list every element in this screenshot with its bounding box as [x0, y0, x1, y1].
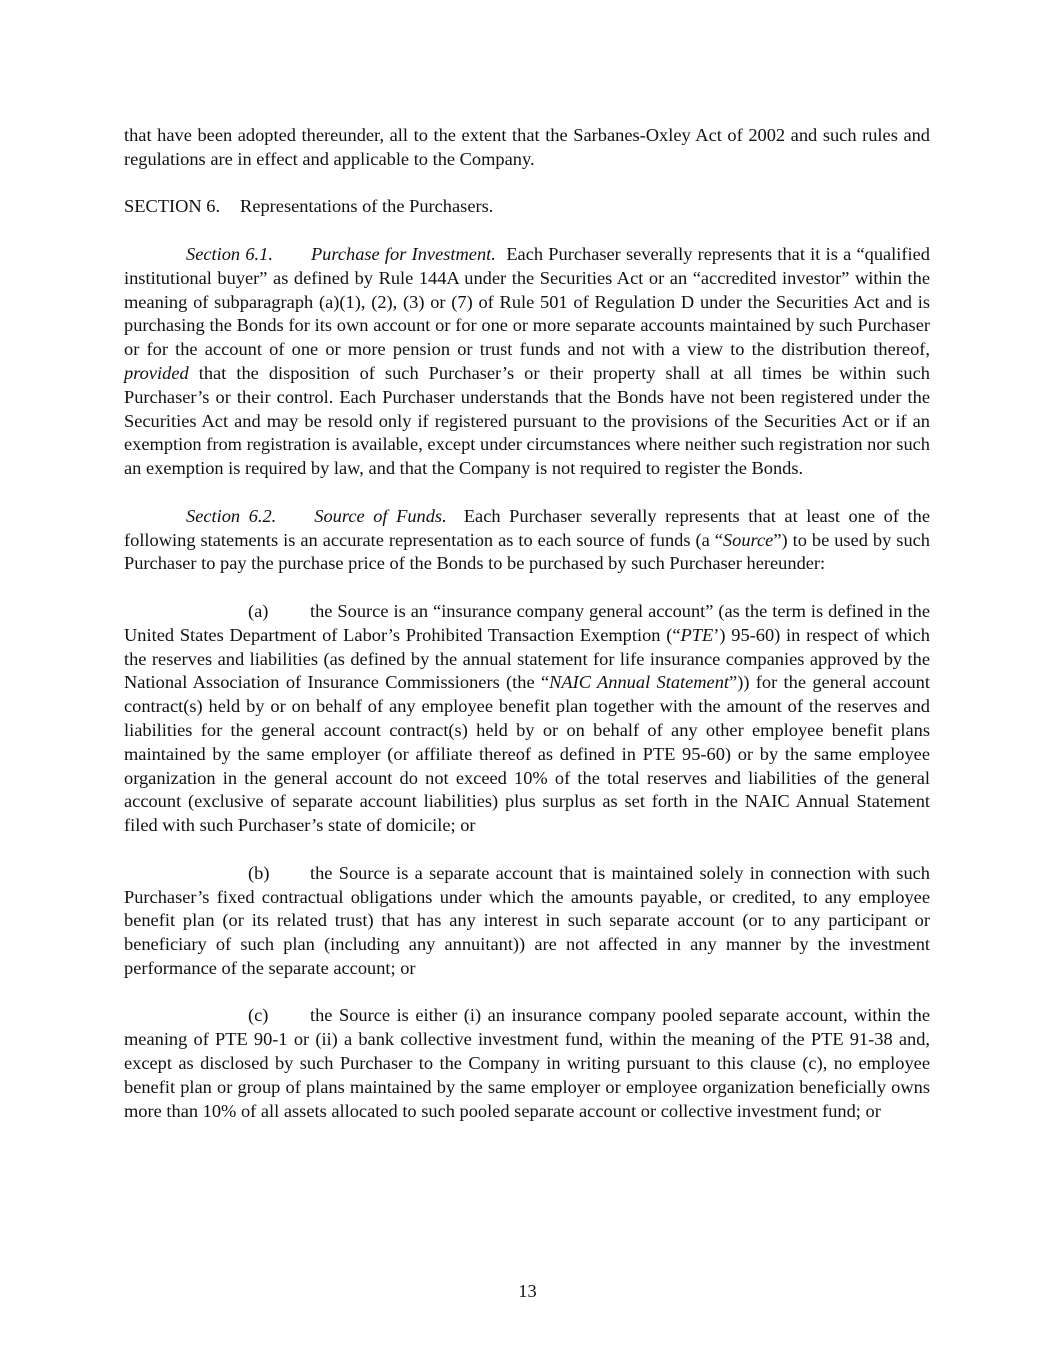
section-6-1-number: Section 6.1. [186, 243, 273, 264]
clause-a-text-part2: ’) 95-60) in respect of which the reserves and liabilities (as defined by the annual statement for life insurance companies approved by the National Association of Insurance Commissioners (the “ [124, 624, 930, 693]
document-page [124, 124, 930, 1123]
clause-b-label: (b) [248, 862, 270, 883]
clause-b-text: the Source is a separate account that is maintained solely in connection with such Purchaser’s fixed contractual obligations under which the amounts payable, or credited, to any employee benefit plan (or its related trust) that has any interest in such separate account (or to any participant or beneficiary of such plan (including any annuitant)) are not affected in any manner by the investment performance of the separate account; or [124, 862, 930, 978]
section-6-2-text-part2: ”) to be used by such Purchaser to pay the purchase price of the Bonds to be purchased by such Purchaser hereunder: [124, 529, 930, 574]
clause-a-text-part3: ”)) for the general account contract(s) held by or on behalf of any employee benefit plan together with the amount of the reserves and liabilities for the general account contract(s) held by or on behalf of any other employee benefit plans maintained by the same employer (or affiliate thereof as defined in PTE 95-60) or by the same employee organization in the general account do not exceed 10% of the total reserves and liabilities of the general account (exclusive of separate account liabilities) plus surplus as set forth in the NAIC Annual Statement filed with such Purchaser’s state of domicile; or [124, 672, 930, 836]
section-heading [124, 195, 930, 219]
clause-c-label: (c) [248, 1005, 269, 1026]
clause-c-paragraph [124, 1004, 930, 1123]
clause-a-label: (a) [248, 600, 269, 621]
page-number: 13 [518, 1281, 537, 1301]
clause-a-italic-term-2: NAIC Annual Statement [549, 672, 730, 693]
section-6-2-title: Source of Funds. [314, 505, 447, 526]
section-6-1-title: Purchase for Investment. [310, 243, 496, 264]
section-6-2-number: Section 6.2. [186, 505, 277, 526]
section-6-2-paragraph [124, 505, 930, 576]
clause-a-text-part1: the Source is an “insurance company general account” (as the term is defined in the United States Department of Labor’s Prohibited Transaction Exemption (“ [124, 600, 930, 645]
section-6-1-text-part1: Each Purchaser severally represents that it is a “qualified institutional buyer” as defined by Rule 144A under the Securities Act or an “accredited investor” within the meaning of subparagraph (a)(1), (2), (3) or (7) of Rule 501 of Regulation D under the Securities Act and is purchasing the Bonds for its own account or for one or more separate accounts maintained by such Purchaser or for the account of one or more pension or trust funds and not with a view to the distribution thereof, [124, 243, 930, 360]
intro-paragraph: that have been adopted thereunder, all to the extent that the Sarbanes-Oxley Act of 2002 and such rules and regulations are in effect and applicable to the Company. [124, 125, 930, 169]
clause-c-text: the Source is either (i) an insurance company pooled separate account, within the meaning of PTE 90-1 or (ii) a bank collective investment fund, within the meaning of the PTE 91-38 and, except as disclosed by such Purchaser to the Company in writing pursuant to this clause (c), no employee benefit plan or group of plans maintained by the same employer or employee organization beneficially owns more than 10% of all assets allocated to such pooled separate account or collective investment fund; or [124, 1005, 930, 1121]
section-heading-title: Representations of the Purchasers. [240, 196, 494, 217]
clause-a-italic-term-1: PTE [680, 624, 714, 645]
section-heading-number: SECTION 6. [124, 196, 221, 217]
section-6-2-text-part1: Each Purchaser severally represents that at least one of the following statements is an accurate representation as to each source of funds (a “ [124, 505, 930, 550]
clause-a-paragraph [124, 600, 930, 838]
section-6-1-text-part2: that the disposition of such Purchaser’s or their property shall at all times be within such Purchaser’s or their control. Each Purchaser understands that the Bonds have not been registered under the Securities Act and may be resold only if registered pursuant to the provisions of the Securities Act or if an exemption from registration is available, except under circumstances where neither such registration nor such an exemption is required by law, and that the Company is not required to register the Bonds. [124, 362, 930, 479]
section-6-1-paragraph [124, 243, 930, 481]
section-6-2-italic-term: Source [722, 529, 774, 550]
clause-b-paragraph [124, 862, 930, 981]
section-6-1-italic-term: provided [124, 362, 189, 383]
